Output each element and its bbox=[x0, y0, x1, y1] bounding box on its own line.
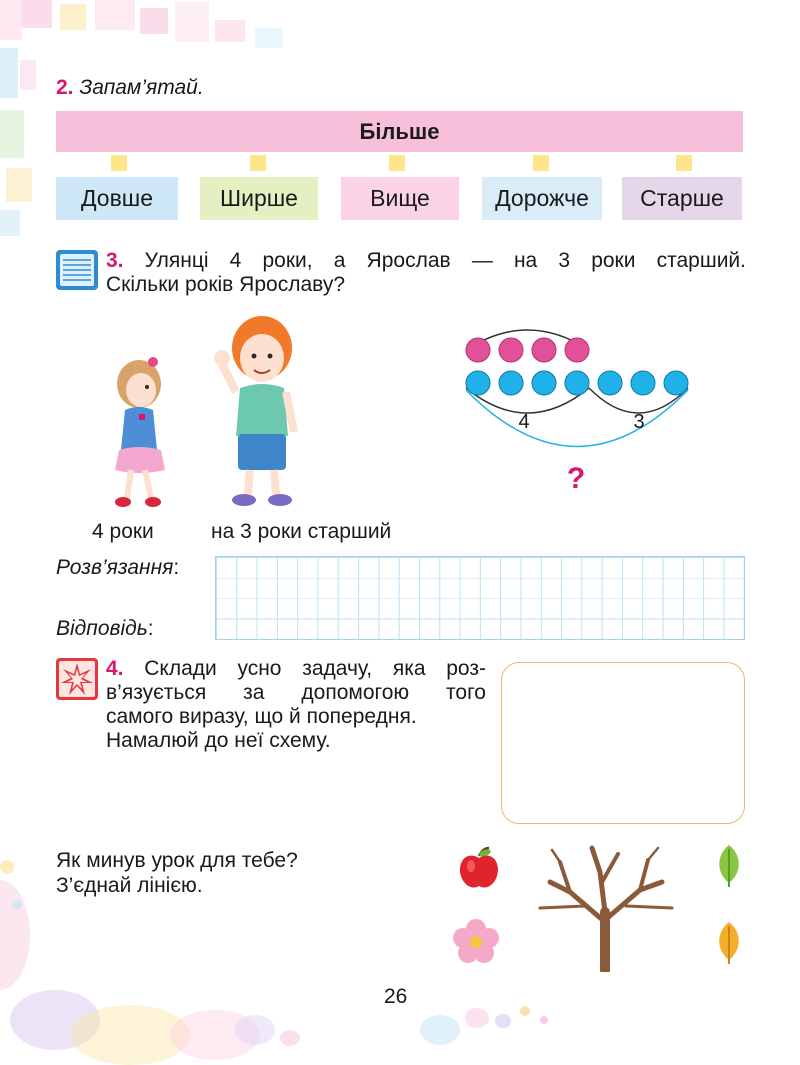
solution-label-wrap bbox=[56, 556, 179, 580]
star-burst-icon bbox=[55, 657, 99, 701]
diagram-question: ? bbox=[566, 462, 586, 495]
task4-line4: Намалюй до неї схему. bbox=[106, 729, 331, 752]
word-cell-higher bbox=[341, 177, 459, 220]
task4-text bbox=[106, 657, 486, 753]
connector-3 bbox=[389, 155, 405, 171]
pink-circle bbox=[466, 338, 490, 362]
bare-tree-icon[interactable] bbox=[530, 842, 680, 972]
drawing-box[interactable] bbox=[501, 662, 745, 824]
yellow-leaf-icon[interactable] bbox=[712, 920, 746, 966]
connector-4 bbox=[533, 155, 549, 171]
blue-circle bbox=[664, 371, 688, 395]
diagram-label-left: 4 bbox=[518, 411, 530, 433]
boy-illustration bbox=[212, 312, 302, 512]
task4-line2: в’язується за допомогою того bbox=[106, 681, 486, 704]
task3-line2: Скільки років Ярославу? bbox=[106, 273, 345, 296]
task4-line1: Склади усно задачу, яка роз- bbox=[144, 657, 487, 680]
flower-icon[interactable] bbox=[452, 918, 500, 964]
answer-label-wrap bbox=[56, 617, 154, 641]
task3-line1: Улянці 4 роки, а Ярослав — на 3 роки старший. bbox=[144, 249, 747, 272]
counting-diagram bbox=[455, 318, 695, 508]
caption-boy: на 3 роки старший bbox=[211, 520, 392, 543]
word-older: Старше bbox=[640, 185, 724, 211]
word-costlier: Дорожче bbox=[495, 185, 589, 211]
reflection-text bbox=[56, 848, 298, 898]
word-cell-older bbox=[622, 177, 742, 220]
task3-number: 3. bbox=[106, 249, 124, 272]
girl-illustration bbox=[105, 352, 175, 512]
notebook-icon bbox=[55, 249, 99, 291]
task2-title: Запам’ятай. bbox=[79, 76, 204, 99]
solution-colon: : bbox=[173, 556, 180, 579]
connector-2 bbox=[250, 155, 266, 171]
word-cell-longer bbox=[56, 177, 178, 220]
total-brace-arc bbox=[466, 390, 688, 447]
task2-heading bbox=[56, 76, 204, 100]
connector-5 bbox=[676, 155, 692, 171]
pink-circle bbox=[565, 338, 589, 362]
solution-label: Розв’язання bbox=[56, 556, 174, 579]
connector-1 bbox=[111, 155, 127, 171]
bilshe-header bbox=[56, 111, 743, 152]
blue-circle bbox=[532, 371, 556, 395]
word-higher: Вище bbox=[370, 185, 430, 211]
word-wider: Ширше bbox=[220, 185, 298, 211]
green-leaf-icon[interactable] bbox=[712, 843, 746, 889]
answer-colon: : bbox=[147, 617, 154, 640]
solution-grid[interactable] bbox=[215, 556, 745, 640]
word-longer: Довше bbox=[80, 185, 154, 211]
blue-circle bbox=[565, 371, 589, 395]
task3-text bbox=[106, 249, 746, 297]
task4-line3: самого виразу, що й попередня. bbox=[106, 705, 417, 728]
blue-circle bbox=[598, 371, 622, 395]
diagram-label-right: 3 bbox=[633, 411, 645, 433]
task4-number: 4. bbox=[106, 657, 124, 680]
bilshe-label: Більше bbox=[359, 118, 440, 144]
reflection-line1: Як минув урок для тебе? bbox=[56, 849, 298, 872]
blue-circle bbox=[466, 371, 490, 395]
apple-icon[interactable] bbox=[455, 844, 503, 892]
pink-circle bbox=[532, 338, 556, 362]
page-number: 26 bbox=[384, 985, 408, 1008]
reflection-line2: З’єднай лінією. bbox=[56, 874, 203, 897]
task2-number: 2. bbox=[56, 76, 74, 99]
word-cell-costlier bbox=[482, 177, 602, 220]
word-cell-wider bbox=[200, 177, 318, 220]
caption-girl: 4 роки bbox=[92, 520, 154, 543]
blue-circle bbox=[499, 371, 523, 395]
pink-circle bbox=[499, 338, 523, 362]
answer-label: Відповідь bbox=[56, 617, 148, 640]
blue-circle bbox=[631, 371, 655, 395]
